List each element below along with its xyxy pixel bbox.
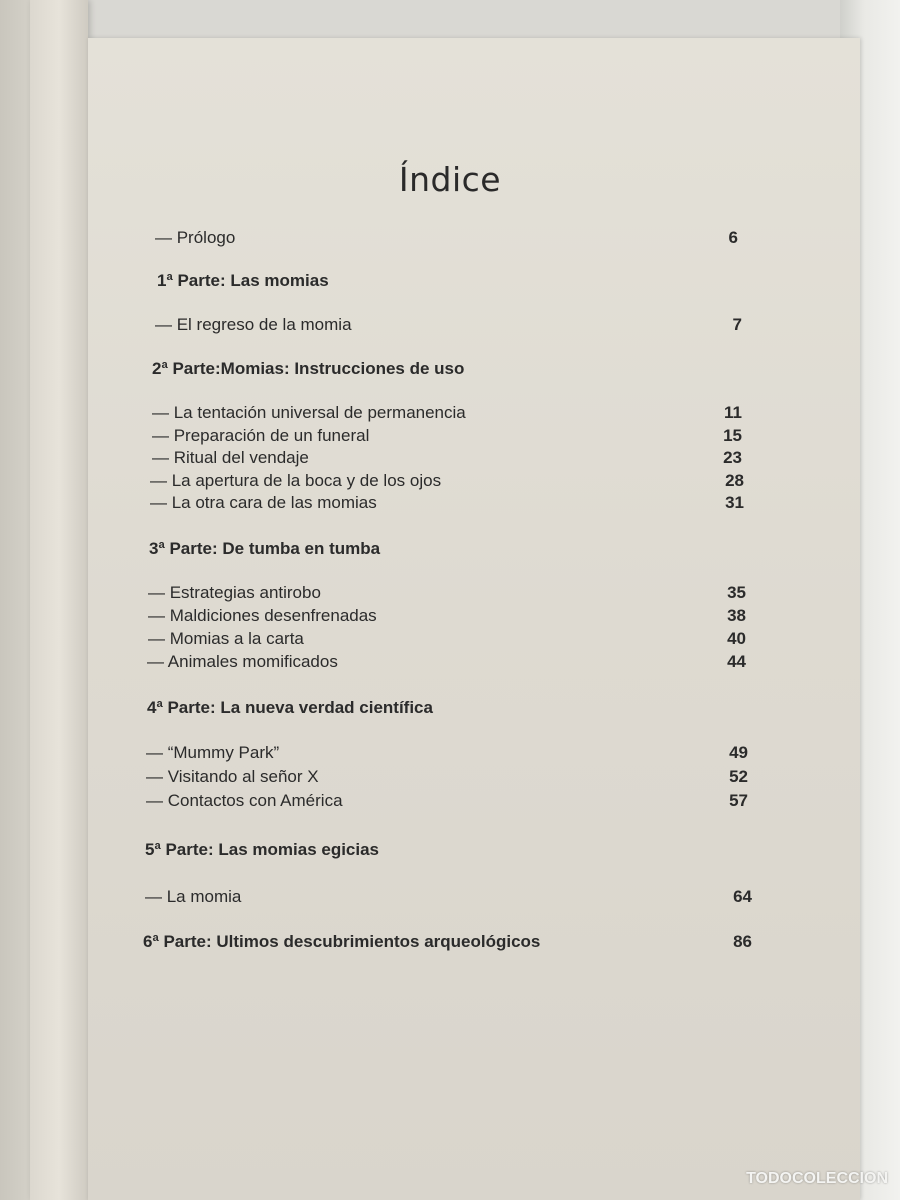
- toc-entry-title: — Momias a la carta: [148, 629, 304, 648]
- toc-entry-title: — Maldiciones desenfrenadas: [148, 606, 377, 625]
- toc-entry-title: — La apertura de la boca y de los ojos: [150, 471, 442, 490]
- toc-page-number: 40: [727, 629, 746, 648]
- toc-page-number: 6: [728, 228, 738, 247]
- toc-entry-title: — Visitando al señor X: [146, 767, 319, 786]
- toc-page-number: 28: [725, 471, 744, 490]
- toc-entry-title: — Ritual del vendaje: [152, 448, 309, 467]
- toc-part-row: [0, 359, 900, 383]
- toc-page-number: 23: [723, 448, 742, 467]
- toc-entry-title: — El regreso de la momia: [155, 315, 352, 334]
- toc-entry-row: [0, 887, 900, 911]
- toc-entry-row: [0, 652, 900, 676]
- toc-entry-title: — La tentación universal de permanencia: [152, 403, 466, 422]
- toc-page-number: 11: [724, 403, 742, 422]
- toc-entry-row: [0, 583, 900, 607]
- toc-part-title: 2ª Parte:Momias: Instrucciones de uso: [152, 359, 465, 378]
- toc-entry-row: [0, 228, 900, 252]
- toc-entry-title: — Animales momificados: [147, 652, 338, 671]
- toc-entry-row: [0, 493, 900, 517]
- toc-page-number: 57: [729, 791, 748, 810]
- toc-page-number: 35: [727, 583, 746, 602]
- watermark: TODOCOLECCION: [746, 1170, 888, 1187]
- toc-part-title: 3ª Parte: De tumba en tumba: [149, 539, 381, 558]
- toc-part-row: [0, 539, 900, 563]
- toc-entry-row: [0, 606, 900, 630]
- toc-part-title: 5ª Parte: Las momias egicias: [145, 840, 380, 859]
- toc-page-number: 86: [733, 932, 752, 951]
- toc-part-row: [0, 271, 900, 295]
- toc-entry-row: [0, 403, 900, 427]
- toc-entry-title: — Preparación de un funeral: [152, 426, 370, 445]
- page-title: Índice: [398, 160, 502, 199]
- toc-page-number: 44: [727, 652, 746, 671]
- toc-entry-title: — Prólogo: [155, 228, 236, 247]
- toc-page-number: 7: [732, 315, 742, 334]
- toc-entry-title: — Contactos con América: [146, 791, 343, 810]
- toc-page-number: 49: [729, 743, 748, 762]
- toc-part-row: [0, 932, 900, 956]
- toc-part-title: 6ª Parte: Ultimos descubrimientos arqueológicos: [143, 932, 541, 951]
- toc-entry-row: [0, 743, 900, 767]
- toc-entry-row: [0, 315, 900, 339]
- toc-entry-title: — La momia: [145, 887, 242, 906]
- toc-part-title: 1ª Parte: Las momias: [157, 271, 329, 290]
- toc-part-row: [0, 698, 900, 722]
- toc-entry-row: [0, 448, 900, 472]
- toc-entry-row: [0, 471, 900, 495]
- toc-part-title: 4ª Parte: La nueva verdad científica: [147, 698, 433, 717]
- toc-entry-title: — La otra cara de las momias: [150, 493, 377, 512]
- toc-page-number: 31: [725, 493, 744, 512]
- toc-entry-row: [0, 629, 900, 653]
- toc-entry-row: [0, 791, 900, 815]
- toc-entry-title: — Estrategias antirobo: [148, 583, 321, 602]
- toc-page-number: 52: [729, 767, 748, 786]
- toc-entry-row: [0, 426, 900, 450]
- toc-part-row: [0, 840, 900, 864]
- toc-entry-title: — “Mummy Park”: [146, 743, 280, 762]
- toc-entry-row: [0, 767, 900, 791]
- toc-page-number: 38: [727, 606, 746, 625]
- toc-page-number: 64: [733, 887, 752, 906]
- toc-page-number: 15: [723, 426, 742, 445]
